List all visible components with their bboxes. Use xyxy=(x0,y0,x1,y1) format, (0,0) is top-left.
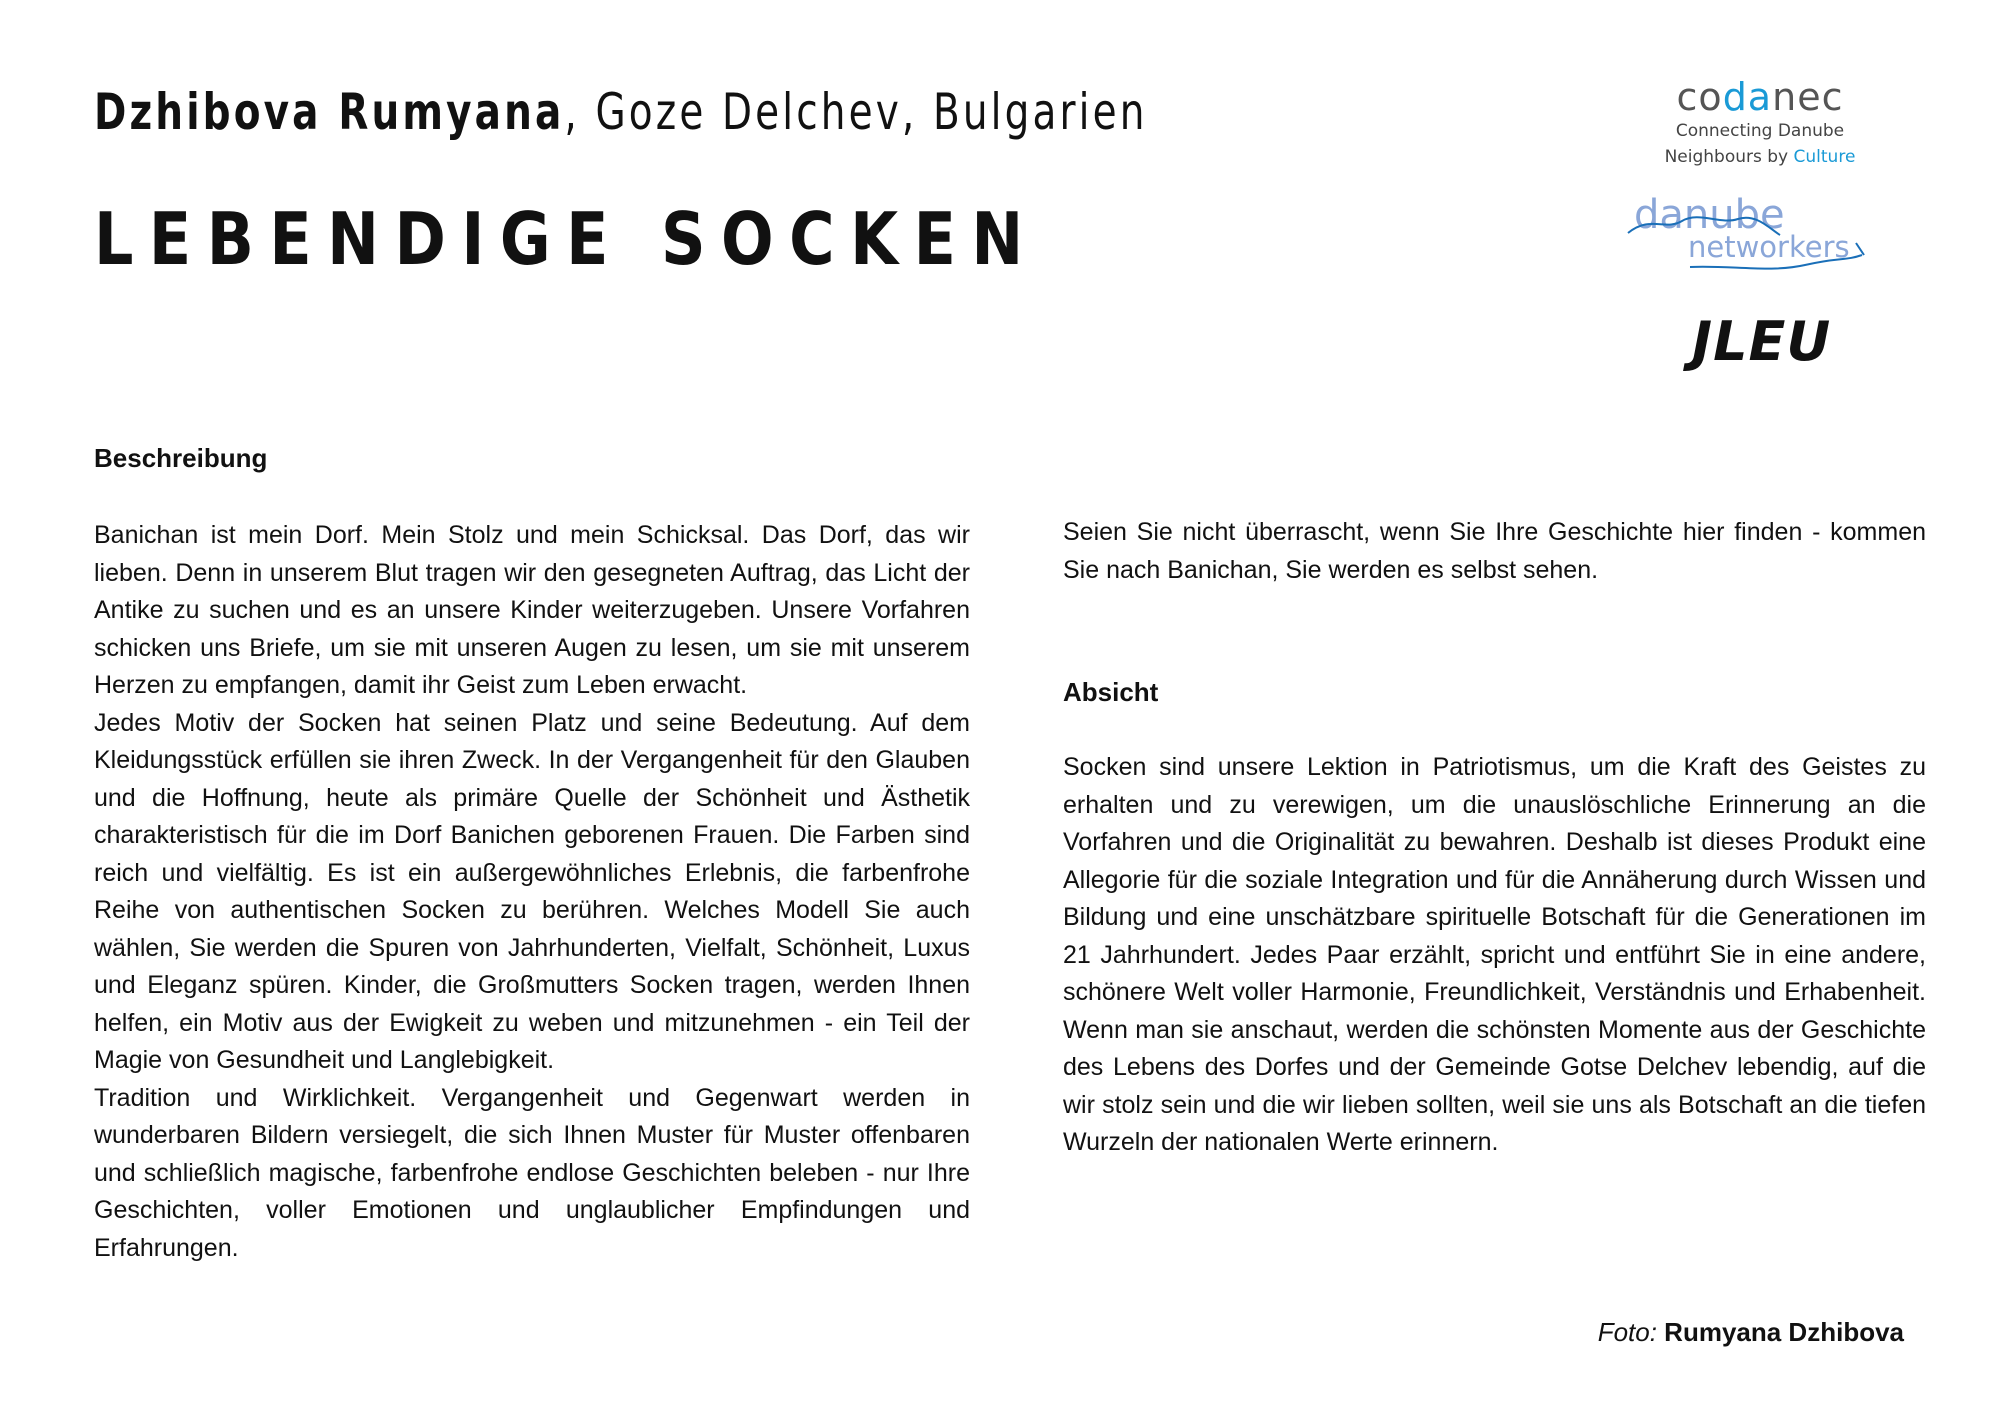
jleu-logo: JLEU xyxy=(1692,310,1832,373)
codanec-tagline-1: Connecting Danube xyxy=(1675,121,1845,141)
photo-credit xyxy=(1598,1317,1904,1348)
author-location: , Goze Delchev, Bulgarien xyxy=(564,83,1148,141)
beschreibung-paragraph-3: Tradition und Wirklichkeit. Vergangenheit und Gegenwart werden in wunderbaren Bildern versiegelt, die sich Ihnen Muster für Muster offenbaren und schließlich magische, farbenfrohe endlose Geschichten beleben - nur Ihre Geschichten, voller Emotionen und unglaublicher Empfindungen und Erfahrungen. xyxy=(94,1083,970,1262)
section-heading-beschreibung: Beschreibung xyxy=(94,443,268,473)
author-name: Dzhibova Rumyana xyxy=(94,83,565,141)
danube-networkers-logo xyxy=(1620,192,1870,275)
photo-credit-name: Rumyana Dzhibova xyxy=(1664,1317,1904,1347)
beschreibung-continuation xyxy=(1063,514,1926,589)
codanec-logo-nec: nec xyxy=(1772,75,1844,119)
beschreibung-continuation-text: Seien Sie nicht überrascht, wenn Sie Ihre Geschichte hier finden - kommen Sie nach Banichan, Sie werden es selbst sehen. xyxy=(1063,518,1926,584)
codanec-tagline-2 xyxy=(1650,149,1870,166)
photo-credit-label: Foto: xyxy=(1597,1317,1657,1347)
danube-networkers-word-2: networkers xyxy=(1688,230,1850,264)
absicht-column xyxy=(1063,749,1926,1162)
codanec-logo xyxy=(1660,75,1860,119)
absicht-paragraph: Socken sind unsere Lektion in Patriotismus, um die Kraft des Geistes zu erhalten und zu verewigen, um die unauslöschliche Erinnerung an die Vorfahren und die Originalität zu bewahren. Deshalb ist dieses Produkt eine Allegorie für die soziale Integration und für die Annäherung durch Wissen und Bildung und eine unschätzbare spirituelle Botschaft für die Generationen im 21 Jahrhundert. Jedes Paar erzählt, spricht und entführt Sie in eine andere, schönere Welt voller Harmonie, Freundlichkeit, Verständnis und Erhabenheit. Wenn man sie anschaut, werden die schönsten Momente aus der Geschichte des Lebens des Dorfes und der Gemeinde Gotse Delchev lebendig, auf die wir stolz sein und die wir lieben sollten, weil sie uns als Botschaft an die tiefen Wurzeln der nationalen Werte erinnern. xyxy=(1063,753,1926,1156)
beschreibung-paragraph-2: Jedes Motiv der Socken hat seinen Platz und seine Bedeutung. Auf dem Kleidungsstück erfüllen sie ihren Zweck. In der Vergangenheit für den Glauben und die Hoffnung, heute als primäre Quelle der Schönheit und Ästhetik charakteristisch für die im Dorf Banichen geborenen Frauen. Die Farben sind reich und vielfältig. Es ist ein außergewöhnliches Erlebnis, die farbenfrohe Reihe von authentischen Socken zu berühren. Welches Modell Sie auch wählen, Sie werden die Spuren von Jahrhunderten, Vielfalt, Schönheit, Luxus und Eleganz spüren. Kinder, die Großmutters Socken tragen, werden Ihnen helfen, ein Motiv aus der Ewigkeit zu weben und mitzunehmen - ein Teil der Magie von Gesundheit und Langlebigkeit. xyxy=(94,708,970,1074)
codanec-tagline-accent: Culture xyxy=(1793,147,1856,167)
beschreibung-paragraph-1: Banichan ist mein Dorf. Mein Stolz und mein Schicksal. Das Dorf, das wir lieben. Denn in unserem Blut tragen wir den gesegneten Auftrag, das Licht der Antike zu suchen und es an unsere Kinder weiterzugeben. Unsere Vorfahren schicken uns Briefe, um sie mit unseren Augen zu lesen, um sie mit unserem Herzen zu empfangen, damit ihr Geist zum Leben erwacht. xyxy=(94,521,970,699)
codanec-logo-da: da xyxy=(1722,75,1773,119)
danube-river-icon xyxy=(1620,192,1870,275)
partner-logos xyxy=(1620,70,1860,380)
codanec-tagline-prefix: Neighbours by xyxy=(1664,147,1794,167)
beschreibung-column xyxy=(94,517,970,1267)
danube-networkers-word-1: danube xyxy=(1634,192,1785,238)
section-heading-absicht: Absicht xyxy=(1063,677,1159,707)
codanec-logo-co: co xyxy=(1676,75,1723,119)
page-title: LEBENDIGE SOCKEN xyxy=(94,197,1039,281)
author-line xyxy=(94,82,1148,142)
